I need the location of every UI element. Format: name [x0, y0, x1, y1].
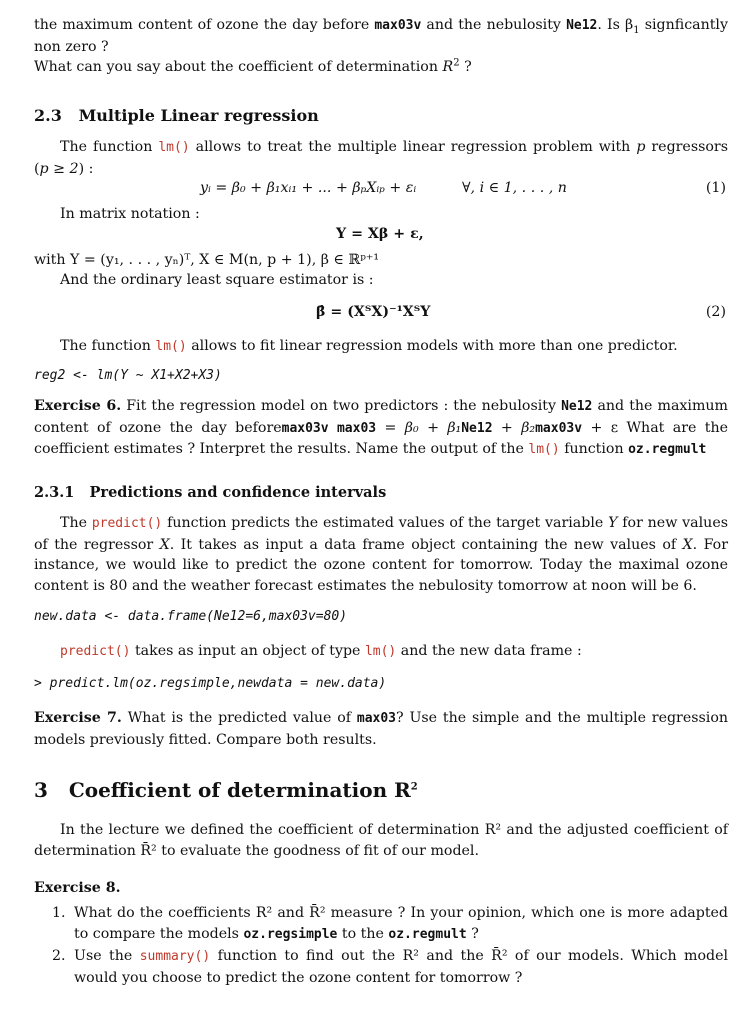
- body-text: function predicts the estimated values of the target variable: [162, 515, 609, 531]
- body-text: regressors (: [34, 139, 728, 177]
- math-text: = β₀ + β₁: [376, 419, 462, 436]
- exercise-8-item-1-number: 1.: [52, 905, 66, 921]
- body-text: The function: [60, 139, 159, 155]
- exercise-8-item-2: [74, 946, 728, 988]
- exercise-label: Exercise 7.: [34, 710, 122, 726]
- exercise-text: ?: [466, 925, 479, 942]
- equation-1-condition: ∀, i ∈ 1, . . . , n: [462, 180, 567, 196]
- code-max03v: max03v: [281, 420, 329, 436]
- equation-1-number: (1): [705, 180, 726, 196]
- math-x: X: [159, 536, 170, 553]
- exercise-text: function: [559, 441, 629, 457]
- code-ne12: Ne12: [461, 420, 493, 436]
- code-lm: lm(): [158, 140, 190, 155]
- body-text: The function: [60, 338, 156, 354]
- code-oz-regmult: oz.regmult: [388, 926, 467, 942]
- math-condition: p ≥ 2: [39, 160, 79, 177]
- exercise-text: What is the predicted value of: [121, 710, 357, 726]
- exercise-8-item-1: [74, 903, 728, 945]
- body-text: allows to treat the multiple linear regression problem with: [189, 139, 637, 155]
- body-text: The: [60, 515, 92, 531]
- code-ne12: Ne12: [561, 399, 593, 414]
- body-text: and the new data frame :: [396, 643, 582, 659]
- r-symbol: R: [442, 59, 454, 75]
- matrix-equation: Y = Xβ + ε,: [336, 226, 424, 242]
- multiple-regression-intro: [34, 137, 728, 179]
- code-oz-regsimple: oz.regsimple: [243, 926, 338, 942]
- exercise-text: + ε What are the coefficient estimates ? Interpret the results. Name the output of the: [34, 419, 729, 457]
- beta-subscript: 1: [633, 24, 640, 36]
- exercise-text: [329, 420, 337, 436]
- math-p: p: [636, 139, 646, 155]
- body-text: takes as input an object of type: [130, 643, 365, 659]
- exercise-text: What do the coefficients R² and R̄² measure ? In your opinion, which one is more adapted to compare the models: [74, 905, 728, 942]
- code-max03v: max03v: [374, 18, 422, 33]
- equation-1: yᵢ = β₀ + β₁xᵢ₁ + ... + βₚXᵢₚ + εᵢ: [200, 180, 417, 196]
- matrix-notation-label: In matrix notation :: [60, 206, 200, 222]
- intro-text: . Is β: [597, 17, 634, 33]
- matrix-definitions: with Y = (y₁, . . . , yₙ)ᵀ, X ∈ M(n, p + 1), β ∈ ℝᵖ⁺¹: [34, 252, 380, 268]
- equation-2-number: (2): [705, 304, 726, 320]
- code-lm: lm(): [155, 339, 187, 354]
- section-number: 3: [34, 778, 48, 802]
- code-max03: max03: [356, 711, 397, 726]
- math-text: + β₂: [492, 419, 536, 436]
- lm-multiple-paragraph: [34, 336, 728, 358]
- code-max03: max03: [336, 420, 377, 436]
- math-x: X: [682, 536, 693, 553]
- section-number: 2.3.1: [34, 484, 75, 501]
- exercise-text: Use the: [74, 948, 140, 964]
- intro-text: signficantly non zero ?: [34, 17, 728, 55]
- section-heading-3: [34, 780, 418, 801]
- exercise-8-item-2-number: 2.: [52, 948, 66, 964]
- r2-intro-paragraph: In the lecture we defined the coefficient of determination R² and the adjusted coefficient of determination R̄² to evaluate the goodness of fit of our model.: [34, 822, 728, 859]
- exercise-text: ? Use the simple and the multiple regression models previously fitted. Compare both results.: [34, 710, 729, 748]
- intro-paragraph: [34, 15, 728, 78]
- code-ne12: Ne12: [566, 18, 598, 33]
- section-heading-2-3-1: [34, 483, 386, 504]
- exercise-6: [34, 396, 728, 461]
- code-reg2: reg2 <- lm(Y ~ X1+X2+X3): [34, 368, 222, 383]
- section-title: Multiple Linear regression: [78, 106, 319, 125]
- body-text: allows to fit linear regression models with more than one predictor.: [186, 338, 678, 354]
- exercise-text: function to find out the R² and the R̄² of our models. Which model would you choose to predict the ozone content for tomorrow ?: [74, 948, 729, 986]
- section-title: Coefficient of determination R: [68, 778, 411, 802]
- code-predict-lm: > predict.lm(oz.regsimple,newdata = new.data): [34, 676, 387, 691]
- intro-text: and the nebulosity: [421, 17, 567, 33]
- section-number: 2.3: [34, 106, 62, 125]
- code-oz-regmult: oz.regmult: [628, 442, 707, 457]
- ols-label: And the ordinary least square estimator is :: [60, 272, 374, 288]
- exercise-8-label: Exercise 8.: [34, 880, 121, 896]
- predict-input-paragraph: [34, 641, 728, 663]
- section-title: Predictions and confidence intervals: [89, 484, 387, 501]
- intro-text: the maximum content of ozone the day before: [34, 17, 375, 33]
- body-text: . It takes as input a data frame object containing the new values of: [169, 536, 683, 553]
- body-text: ) :: [78, 160, 94, 177]
- exercise-text: Fit the regression model on two predictors : the nebulosity: [121, 398, 562, 414]
- body-text: for new values of the regressor: [34, 515, 728, 553]
- intro-question: What can you say about the coefficient of determination: [34, 59, 443, 75]
- exercise-7: [34, 708, 728, 750]
- r-superscript: 2: [453, 57, 460, 69]
- code-lm: lm(): [364, 644, 397, 659]
- code-predict: predict(): [91, 516, 163, 531]
- exercise-text: and the maximum content of ozone the day before: [34, 398, 728, 436]
- body-text: . For instance, we would like to predict the ozone content for tomorrow. Today the maximal ozone content is 80 and the weather forecast estimates the nebulosity tomorrow at noon will be 6.: [34, 536, 728, 594]
- code-summary: summary(): [139, 949, 211, 964]
- code-max03v: max03v: [535, 420, 583, 436]
- section-title-superscript: 2: [410, 781, 418, 793]
- exercise-text: to the: [337, 925, 389, 942]
- code-predict: predict(): [60, 644, 131, 659]
- code-new-data: new.data <- data.frame(Ne12=6,max03v=80): [34, 609, 348, 624]
- math-y: Y: [608, 515, 618, 531]
- predict-paragraph: [34, 513, 728, 596]
- exercise-label: Exercise 6.: [34, 398, 122, 414]
- section-heading-2-3: [34, 106, 319, 127]
- equation-2: β̂ = (XᵀX)⁻¹XᵀY: [316, 304, 431, 320]
- intro-text: ?: [459, 59, 472, 75]
- code-lm: lm(): [528, 442, 560, 457]
